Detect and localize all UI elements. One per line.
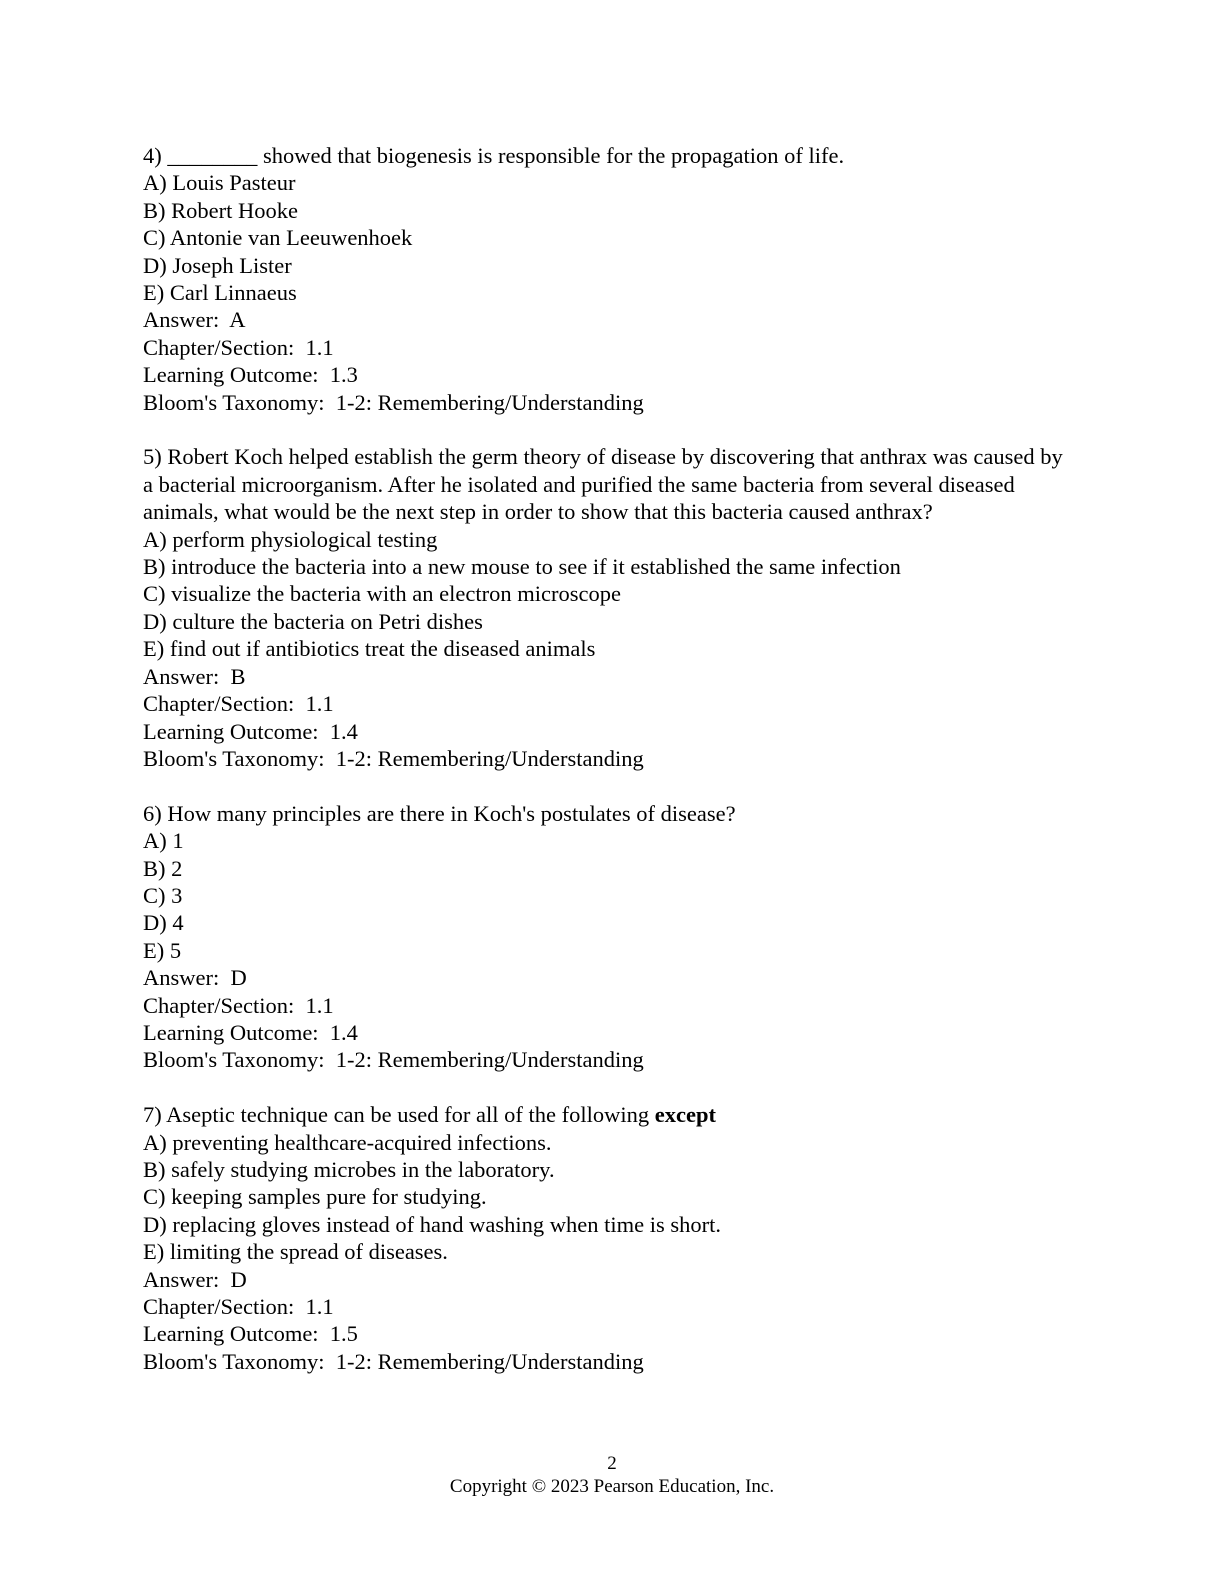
blooms-taxonomy-line: Bloom's Taxonomy: 1-2: Remembering/Understanding xyxy=(143,389,644,415)
question-stem xyxy=(143,800,1063,827)
copyright-notice: Copyright © 2023 Pearson Education, Inc. xyxy=(449,1476,775,1497)
option-c: C) Antonie van Leeuwenhoek xyxy=(143,225,413,251)
blooms-taxonomy-line: Bloom's Taxonomy: 1-2: Remembering/Understanding xyxy=(143,1047,644,1073)
option-b: B) safely studying microbes in the laboratory. xyxy=(143,1156,555,1182)
chapter-section-line: Chapter/Section: 1.1 xyxy=(143,334,334,360)
question-4 xyxy=(143,142,1063,416)
learning-outcome-line: Learning Outcome: 1.4 xyxy=(143,718,358,744)
option-b: B) Robert Hooke xyxy=(143,197,298,223)
learning-outcome-line: Learning Outcome: 1.5 xyxy=(143,1321,358,1347)
page-number: 2 xyxy=(607,1453,617,1474)
option-e: E) 5 xyxy=(143,937,182,963)
option-d: D) culture the bacteria on Petri dishes xyxy=(143,608,483,634)
option-d: D) Joseph Lister xyxy=(143,252,292,278)
question-stem-text: 7) Aseptic technique can be used for all of the following xyxy=(143,1102,655,1128)
question-stem-emphasis: except xyxy=(654,1102,716,1128)
option-e: E) limiting the spread of diseases. xyxy=(143,1239,448,1265)
question-7 xyxy=(143,1101,1063,1375)
chapter-section-line: Chapter/Section: 1.1 xyxy=(143,691,334,717)
answer-line: Answer: B xyxy=(143,663,246,689)
question-stem-text: 5) Robert Koch helped establish the germ theory of disease by discovering that anthrax was caused by a bacterial microorganism. After he isolated and purified the same bacteria from several diseased animals, what would be the next step in order to show that this bacteria caused anthrax? xyxy=(143,444,1063,525)
option-b: B) introduce the bacteria into a new mouse to see if it established the same infection xyxy=(143,554,901,580)
answer-line: Answer: A xyxy=(143,307,246,333)
option-e: E) find out if antibiotics treat the diseased animals xyxy=(143,636,596,662)
page-footer xyxy=(0,1452,1224,1498)
option-a: A) preventing healthcare-acquired infections. xyxy=(143,1129,552,1155)
learning-outcome-line: Learning Outcome: 1.3 xyxy=(143,362,358,388)
blooms-taxonomy-line: Bloom's Taxonomy: 1-2: Remembering/Understanding xyxy=(143,745,644,771)
question-stem xyxy=(143,443,1063,525)
chapter-section-line: Chapter/Section: 1.1 xyxy=(143,1294,334,1320)
question-5 xyxy=(143,443,1063,772)
question-stem xyxy=(143,142,1063,169)
question-stem xyxy=(143,1101,1063,1128)
option-e: E) Carl Linnaeus xyxy=(143,280,297,306)
option-b: B) 2 xyxy=(143,855,183,881)
question-list xyxy=(143,142,1063,1403)
option-c: C) keeping samples pure for studying. xyxy=(143,1184,487,1210)
learning-outcome-line: Learning Outcome: 1.4 xyxy=(143,1019,358,1045)
option-a: A) Louis Pasteur xyxy=(143,170,296,196)
option-d: D) replacing gloves instead of hand washing when time is short. xyxy=(143,1211,722,1237)
answer-line: Answer: D xyxy=(143,965,247,991)
question-stem-text: 6) How many principles are there in Koch's postulates of disease? xyxy=(143,800,736,826)
option-a: A) 1 xyxy=(143,828,184,854)
option-a: A) perform physiological testing xyxy=(143,526,438,552)
option-c: C) 3 xyxy=(143,882,183,908)
blooms-taxonomy-line: Bloom's Taxonomy: 1-2: Remembering/Understanding xyxy=(143,1348,644,1374)
question-stem-text: 4) ________ showed that biogenesis is responsible for the propagation of life. xyxy=(143,143,845,168)
option-c: C) visualize the bacteria with an electron microscope xyxy=(143,581,621,607)
chapter-section-line: Chapter/Section: 1.1 xyxy=(143,992,334,1018)
option-d: D) 4 xyxy=(143,910,184,936)
answer-line: Answer: D xyxy=(143,1266,247,1292)
question-6 xyxy=(143,800,1063,1074)
